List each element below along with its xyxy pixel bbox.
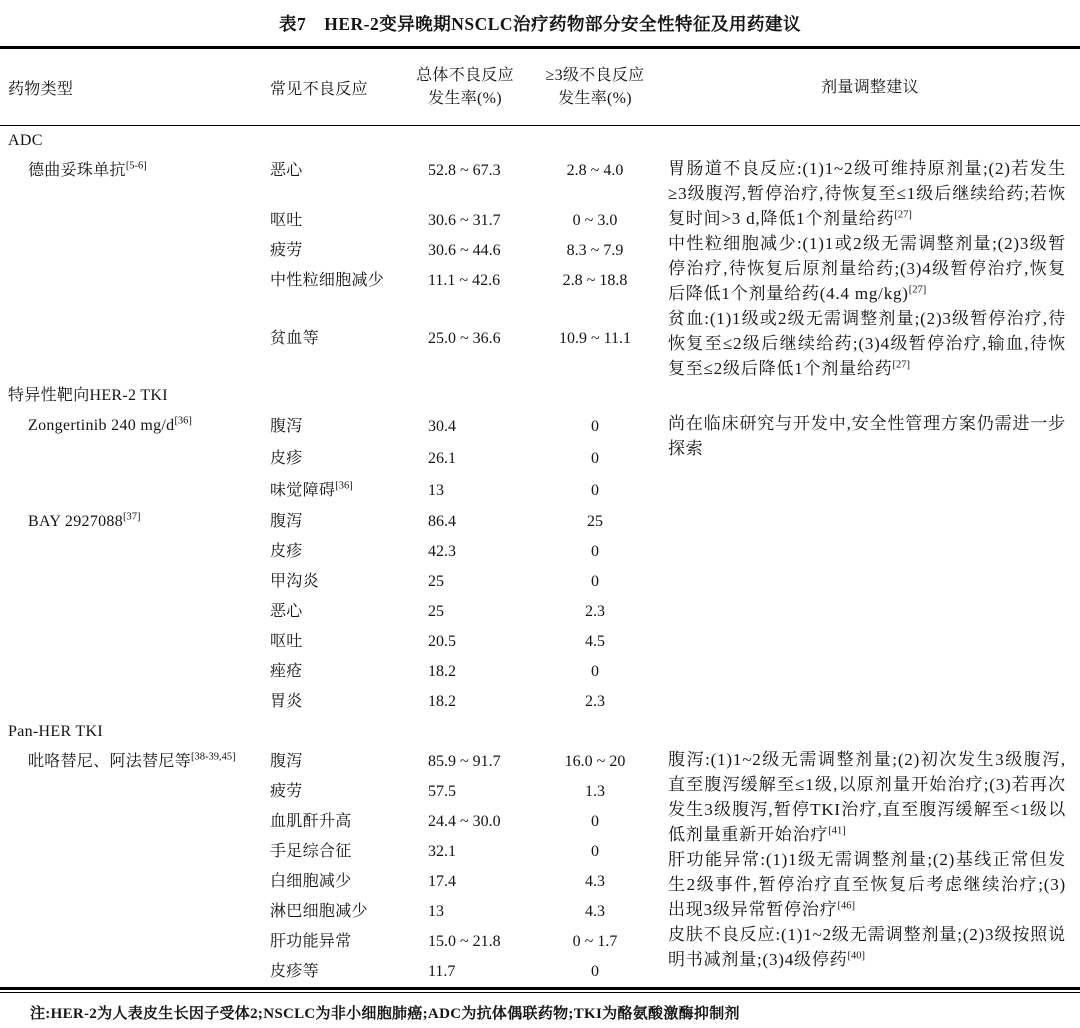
grade3-incidence-value: 0 [591,573,599,590]
reaction-name: 皮疹等 [270,963,319,980]
column-header-grade3-incidence: ≥3级不良反应 发生率(%) [545,67,645,107]
grade3-incidence-value: 4.3 [585,903,605,920]
reaction-name: 血肌酐升高 [270,813,352,830]
reaction-name: 肝功能异常 [270,933,352,950]
reaction-name: 腹泻 [270,513,303,530]
dose-advice-block [660,156,1080,381]
overall-incidence-value: 85.9 ~ 91.7 [428,753,501,770]
reaction-row [255,627,660,657]
drug-group-bay-2927088 [0,507,1080,717]
column-header-overall-incidence: 总体不良反应 发生率(%) [416,67,514,107]
grade3-incidence-value: 0 [591,813,599,830]
grade3-incidence-value: 10.9 ~ 11.1 [558,330,632,347]
overall-incidence-value: 57.5 [428,783,456,800]
section-label-adc: ADC [8,132,43,149]
reaction-row [255,266,660,296]
reaction-row [255,206,660,236]
table-header-row [0,49,1080,125]
reaction-name: 贫血等 [270,330,319,347]
grade3-incidence-value: 25 [587,513,603,530]
grade3-incidence-value: 0 [591,543,599,560]
reaction-row [255,475,660,507]
reaction-name: 恶心 [270,603,303,620]
drug-name: 德曲妥珠单抗 [28,162,126,179]
reaction-name: 皮疹 [270,543,303,560]
grade3-incidence-value: 1.3 [585,783,605,800]
reaction-row [255,507,660,537]
grade3-incidence-value: 2.8 ~ 4.0 [566,162,624,179]
dose-advice-paragraph: 中性粒细胞减少:(1)1或2级无需调整剂量;(2)3级暂停治疗,待恢复后原剂量给药;(3)4级暂停治疗,恢复后降低1个剂量给药(4.4 mg/kg)[27] [668,234,1066,303]
reaction-name: 皮疹 [270,450,303,467]
grade3-incidence-value: 0 [591,450,599,467]
dose-advice-paragraph: 腹泻:(1)1~2级无需调整剂量;(2)初次发生3级腹泻,直至腹泻缓解至≤1级,以原剂量开始治疗;(3)若再次发生3级腹泻,暂停TKI治疗,直至腹泻缓解至<1级以低剂量重新开始治疗[41] [668,750,1066,844]
overall-incidence-value: 11.7 [428,963,456,980]
grade3-incidence-value: 0 ~ 1.7 [572,933,618,950]
dose-advice-block [660,747,1080,987]
overall-incidence-value: 13 [428,482,444,499]
reaction-row [255,567,660,597]
reaction-row [255,156,660,186]
reaction-row [255,777,660,807]
reaction-name: 疲劳 [270,242,303,259]
overall-incidence-value: 86.4 [428,513,456,530]
overall-incidence-value: 25.0 ~ 36.6 [428,330,501,347]
overall-incidence-value: 15.0 ~ 21.8 [428,933,501,950]
reaction-row [255,411,660,443]
drug-group-trastuzumab-deruxtecan [0,156,1080,381]
overall-incidence-value: 30.4 [428,418,456,435]
overall-incidence-value: 25 [428,573,444,590]
reaction-name: 呕吐 [270,633,303,650]
reaction-name: 手足综合征 [270,843,352,860]
reaction-name: 疲劳 [270,783,303,800]
grade3-incidence-value: 8.3 ~ 7.9 [566,242,624,259]
dose-advice-block [660,411,1080,507]
table-footnote: 注:HER-2为人表皮生长因子受体2;NSCLC为非小细胞肺癌;ADC为抗体偶联药物;TKI为酪氨酸激酶抑制剂 [30,1006,740,1022]
reaction-name: 腹泻 [270,753,303,770]
reference-superscript: [36] [335,480,353,492]
grade3-incidence-value: 2.3 [585,603,605,620]
reaction-row [255,867,660,897]
overall-incidence-value: 26.1 [428,450,456,467]
overall-incidence-value: 25 [428,603,444,620]
overall-incidence-value: 24.4 ~ 30.0 [428,813,501,830]
drug-group-pyrotinib-afatinib [0,747,1080,987]
overall-incidence-value: 13 [428,903,444,920]
overall-incidence-value: 42.3 [428,543,456,560]
overall-incidence-value: 30.6 ~ 44.6 [428,242,501,259]
reaction-row [255,537,660,567]
reaction-name: 淋巴细胞减少 [270,903,368,920]
reaction-row [255,687,660,717]
grade3-incidence-value: 0 ~ 3.0 [572,212,618,229]
reaction-row [255,236,660,266]
drug-name: BAY 2927088 [28,513,124,530]
reaction-name: 味觉障碍 [270,482,336,499]
reaction-row [255,807,660,837]
reaction-row [255,443,660,475]
overall-incidence-value: 20.5 [428,633,456,650]
dose-advice-paragraph: 肝功能异常:(1)1级无需调整剂量;(2)基线正常但发生2级事件,暂停治疗直至恢复后考虑继续治疗;(3)出现3级异常暂停治疗[46] [668,850,1066,919]
dose-advice-block [660,507,1080,717]
column-header-drug-type: 药物类型 [8,80,74,98]
grade3-incidence-value: 0 [591,482,599,499]
grade3-incidence-value: 16.0 ~ 20 [564,753,626,770]
reaction-name: 白细胞减少 [270,873,352,890]
reaction-row [255,927,660,957]
overall-incidence-value: 17.4 [428,873,456,890]
overall-incidence-value: 11.1 ~ 42.6 [428,272,501,289]
dose-advice-paragraph: 尚在临床研究与开发中,安全性管理方案仍需进一步探索 [668,414,1066,458]
reaction-row [255,657,660,687]
grade3-incidence-value: 4.3 [585,873,605,890]
reaction-name: 恶心 [270,162,303,179]
reaction-name: 腹泻 [270,418,303,435]
reference-superscript: [36] [174,415,192,427]
reaction-row [255,957,660,987]
reaction-row [255,837,660,867]
grade3-incidence-value: 0 [591,843,599,860]
reaction-name: 胃炎 [270,693,303,710]
dose-advice-paragraph: 贫血:(1)1级或2级无需调整剂量;(2)3级暂停治疗,待恢复至≤2级后继续给药;(3)4级暂停治疗,输血,待恢复至≤2级后降低1个剂量给药[27] [668,309,1066,378]
drug-name: Zongertinib 240 mg/d [28,417,175,434]
grade3-incidence-value: 0 [591,418,599,435]
reaction-row [255,324,660,354]
reaction-row [255,747,660,777]
reaction-name: 中性粒细胞减少 [270,272,385,289]
section-label-pan-her-tki: Pan-HER TKI [8,723,103,740]
reaction-name: 甲沟炎 [270,573,319,590]
overall-incidence-value: 30.6 ~ 31.7 [428,212,501,229]
dose-advice-paragraph: 胃肠道不良反应:(1)1~2级可维持原剂量;(2)若发生≥3级腹泻,暂停治疗,待恢复至≤1级后继续给药;若恢复时间>3 d,降低1个剂量给药[27] [668,159,1066,228]
reaction-name: 呕吐 [270,212,303,229]
table-title: 表7 HER-2变异晚期NSCLC治疗药物部分安全性特征及用药建议 [278,14,802,34]
reaction-row [255,897,660,927]
dose-advice-paragraph: 皮肤不良反应:(1)1~2级无需调整剂量;(2)3级按照说明书减剂量;(3)4级停药[40] [668,925,1066,969]
grade3-incidence-value: 0 [591,963,599,980]
overall-incidence-value: 32.1 [428,843,456,860]
grade3-incidence-value: 4.5 [585,633,605,650]
drug-group-zongertinib [0,411,1080,507]
reaction-name: 痤疮 [270,663,303,680]
reference-superscript: [38-39,45] [191,751,236,763]
drug-name: 吡咯替尼、阿法替尼等 [28,753,192,770]
overall-incidence-value: 18.2 [428,663,456,680]
grade3-incidence-value: 0 [591,663,599,680]
overall-incidence-value: 52.8 ~ 67.3 [428,162,501,179]
overall-incidence-value: 18.2 [428,693,456,710]
column-header-common-ae: 常见不良反应 [270,80,368,98]
reference-superscript: [5-6] [125,160,147,172]
column-header-dose-adjust: 剂量调整建议 [821,78,919,96]
grade3-incidence-value: 2.3 [585,693,605,710]
reaction-row [255,597,660,627]
reference-superscript: [37] [123,511,141,523]
grade3-incidence-value: 2.8 ~ 18.8 [562,272,628,289]
section-label-her2-tki: 特异性靶向HER-2 TKI [8,387,168,404]
